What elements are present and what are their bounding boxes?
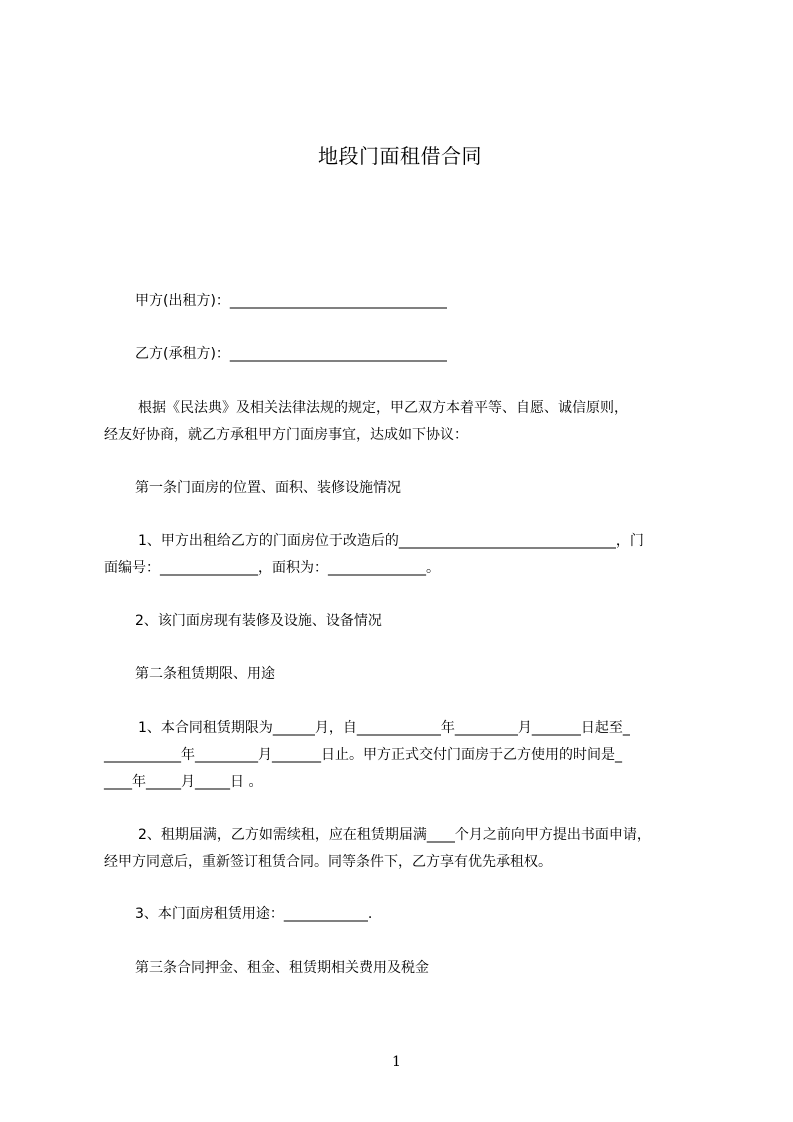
preamble-line-1: 根据《民法典》及相关法律法规的规定，甲乙双方本着平等、自愿、诚信原则，: [138, 400, 628, 416]
preamble-line-2: 经友好协商，就乙方承租甲方门面房事宜，达成如下协议：: [104, 427, 468, 443]
article-2-item-3: 3、本门面房租赁用途：____________.: [135, 906, 373, 922]
page-number: 1: [392, 1054, 401, 1070]
document-title: 地段门面租借合同: [318, 144, 482, 168]
article-1-heading: 第一条门面房的位置、面积、装修设施情况: [135, 480, 401, 496]
article-1-item-1-line-1: 1、甲方出租给乙方的门面房位于改造后的_______________________________，门: [138, 533, 644, 549]
article-2-item-2-line-2: 经甲方同意后，重新签订租赁合同。同等条件下，乙方享有优先承租权。: [104, 854, 552, 870]
article-2-item-1-line-2: ___________年_________月_______日止。甲方正式交付门面房于乙方使用的时间是_: [104, 747, 622, 763]
article-2-item-1-line-1: 1、本合同租赁期限为______月，自____________年_________月_______日起至_: [138, 720, 630, 736]
article-3-heading: 第三条合同押金、租金、租赁期相关费用及税金: [135, 960, 429, 976]
party-a-line: 甲方(出租方)：_______________________________: [135, 293, 447, 309]
article-2-heading: 第二条租赁期限、用途: [135, 666, 275, 682]
article-2-item-2-line-1: 2、租期届满，乙方如需续租，应在租赁期届满____个月之前向甲方提出书面申请，: [138, 827, 651, 843]
party-b-line: 乙方(承租方)：_______________________________: [135, 346, 447, 362]
article-2-item-1-line-3: ____年_____月_____日 。: [104, 774, 263, 790]
article-1-item-1-line-2: 面编号：______________，面积为：______________。: [104, 560, 440, 576]
article-1-item-2: 2、该门面房现有装修及设施、设备情况: [135, 613, 382, 629]
